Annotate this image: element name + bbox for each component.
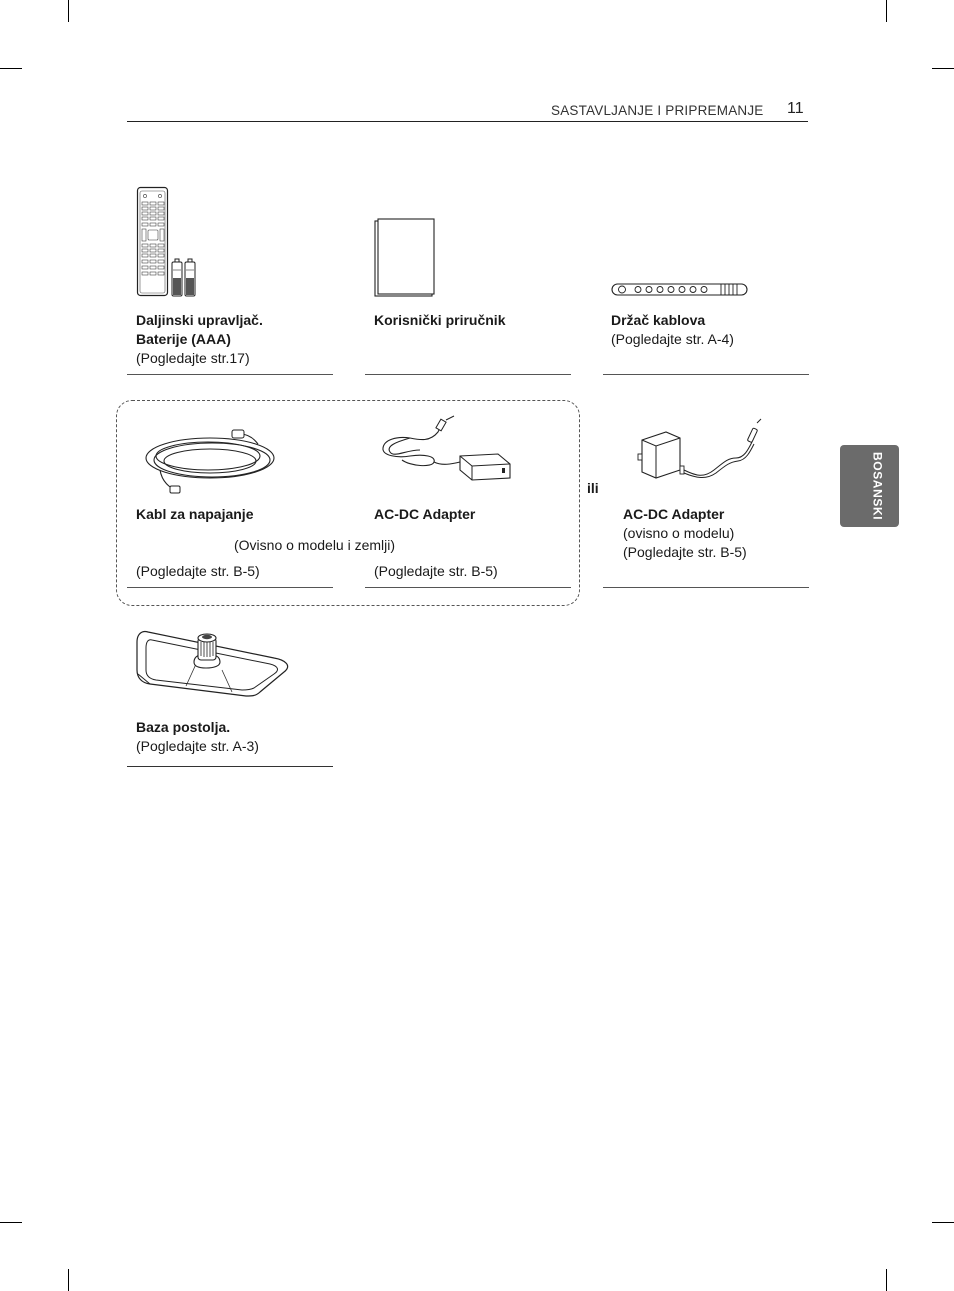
power-cord-illustration	[140, 424, 282, 496]
page-number: 11	[787, 100, 804, 117]
manual-title: Korisnički priručnik	[374, 312, 506, 328]
crop-mark	[932, 68, 954, 69]
language-tab	[840, 445, 899, 527]
crop-mark	[886, 0, 887, 22]
crop-mark	[932, 1222, 954, 1223]
model-note: (Ovisno o modelu i zemlji)	[234, 537, 396, 553]
cable-holder-title: Držač kablova	[611, 312, 706, 328]
stand-base-title: Baza postolja.	[136, 719, 231, 735]
manual-illustration	[374, 218, 436, 298]
adapter-brick-title: AC-DC Adapter	[374, 506, 476, 522]
adapter-brick-reference: (Pogledajte str. B-5)	[374, 563, 498, 579]
remote-reference: (Pogledajte str.17)	[136, 350, 250, 366]
crop-mark	[0, 68, 22, 69]
item-rule	[603, 587, 809, 588]
adapter-wall-note: (ovisno o modelu)	[623, 525, 735, 541]
item-rule	[127, 587, 333, 588]
item-rule	[127, 374, 333, 375]
ac-dc-adapter-wall-illustration	[636, 418, 768, 482]
crop-mark	[0, 1222, 22, 1223]
crop-mark	[68, 1269, 69, 1291]
item-rule	[365, 374, 571, 375]
cable-holder-illustration	[611, 282, 751, 298]
item-rule	[603, 374, 809, 375]
adapter-wall-reference: (Pogledajte str. B-5)	[623, 544, 747, 560]
item-rule	[127, 766, 333, 767]
remote-title: Daljinski upravljač.	[136, 312, 263, 328]
remote-control-illustration	[136, 186, 200, 298]
cable-holder-reference: (Pogledajte str. A-4)	[611, 331, 734, 347]
crop-mark	[68, 0, 69, 22]
crop-mark	[886, 1269, 887, 1291]
section-title: SASTAVLJANJE I PRIPREMANJE	[551, 103, 764, 118]
language-tab-label: BOSANSKI	[870, 451, 885, 521]
ac-dc-adapter-brick-illustration	[380, 418, 514, 492]
batteries-title: Baterije (AAA)	[136, 331, 231, 347]
power-cord-title: Kabl za napajanje	[136, 506, 254, 522]
stand-base-reference: (Pogledajte str. A-3)	[136, 738, 259, 754]
adapter-wall-title: AC-DC Adapter	[623, 506, 725, 522]
power-cord-reference: (Pogledajte str. B-5)	[136, 563, 260, 579]
header-rule	[127, 121, 808, 122]
stand-base-illustration	[134, 626, 294, 698]
or-label: ili	[587, 480, 599, 496]
item-rule	[365, 587, 571, 588]
